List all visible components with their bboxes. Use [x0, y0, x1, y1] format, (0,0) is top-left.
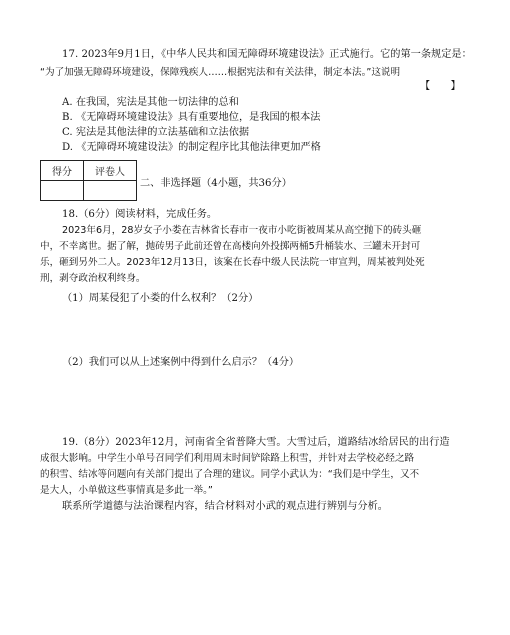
- q17-stem-line-1: 17. 2023年9月1日，《中华人民共和国无障碍环境建设法》正式施行。它的第一条规定是：: [62, 49, 472, 60]
- q17-option-d: D. 《无障碍环境建设法》的制定程序比其他法律更加严格: [62, 142, 321, 153]
- q17-option-a: A. 在我国，宪法是其他一切法律的总和: [62, 97, 239, 108]
- q19-line-2: 成很大影响。中学生小单号召同学们利用周末时间铲除路上积雪，并针对去学校必经之路: [40, 453, 415, 464]
- q17-answer-bracket: 【 】: [420, 81, 461, 92]
- q17-stem-line-2: “为了加强无障碍环境建设，保障残疾人……根据宪法和有关法律，制定本法。”这说明: [40, 67, 401, 78]
- q18-title: 18.（6分）阅读材料，完成任务。: [62, 209, 218, 220]
- q19-line-3: 的积雪、结冰等问题向有关部门提出了合理的建议。同学小武认为：“我们是中学生，又不: [40, 469, 420, 480]
- q19-line-4: 是大人，小单做这些事情真是多此一举。”: [40, 485, 213, 496]
- score-table: [40, 160, 137, 201]
- score-cell: [41, 181, 84, 201]
- q18-material-line-4: 刑，剥夺政治权利终身。: [40, 273, 146, 284]
- reviewer-header: 评卷人: [84, 161, 137, 181]
- q18-task-1: （1）周某侵犯了小娄的什么权利？（2分）: [62, 293, 259, 304]
- q17-option-c: C. 宪法是其他法律的立法基础和立法依据: [62, 127, 250, 138]
- q19-line-1: 19.（8分）2023年12月，河南省全省普降大雪。大雪过后，道路结冰给居民的出行造: [62, 437, 450, 448]
- q18-material-line-2: 中，不幸离世。据了解，抛砖男子此前还曾在高楼向外投掷两桶5升桶装水、三罐未开封可: [40, 241, 421, 252]
- q18-material-line-1: 2023年6月，28岁女子小娄在吉林省长春市一夜市小吃街被周某从高空抛下的砖头砸: [62, 225, 422, 236]
- q18-material-line-3: 乐，砸到另外二人。2023年12月13日，该案在长春中级人民法院一审宣判，周某被判处死: [40, 257, 425, 268]
- section2-title: 二、非选择题（4小题，共36分）: [140, 178, 292, 189]
- q18-task-2: （2）我们可以从上述案例中得到什么启示？（4分）: [62, 357, 300, 368]
- reviewer-cell: [84, 181, 137, 201]
- score-header: 得分: [41, 161, 84, 181]
- q17-option-b: B. 《无障碍环境建设法》具有重要地位，是我国的根本法: [62, 112, 321, 123]
- q19-task: 联系所学道德与法治课程内容，结合材料对小武的观点进行辨别与分析。: [62, 501, 388, 512]
